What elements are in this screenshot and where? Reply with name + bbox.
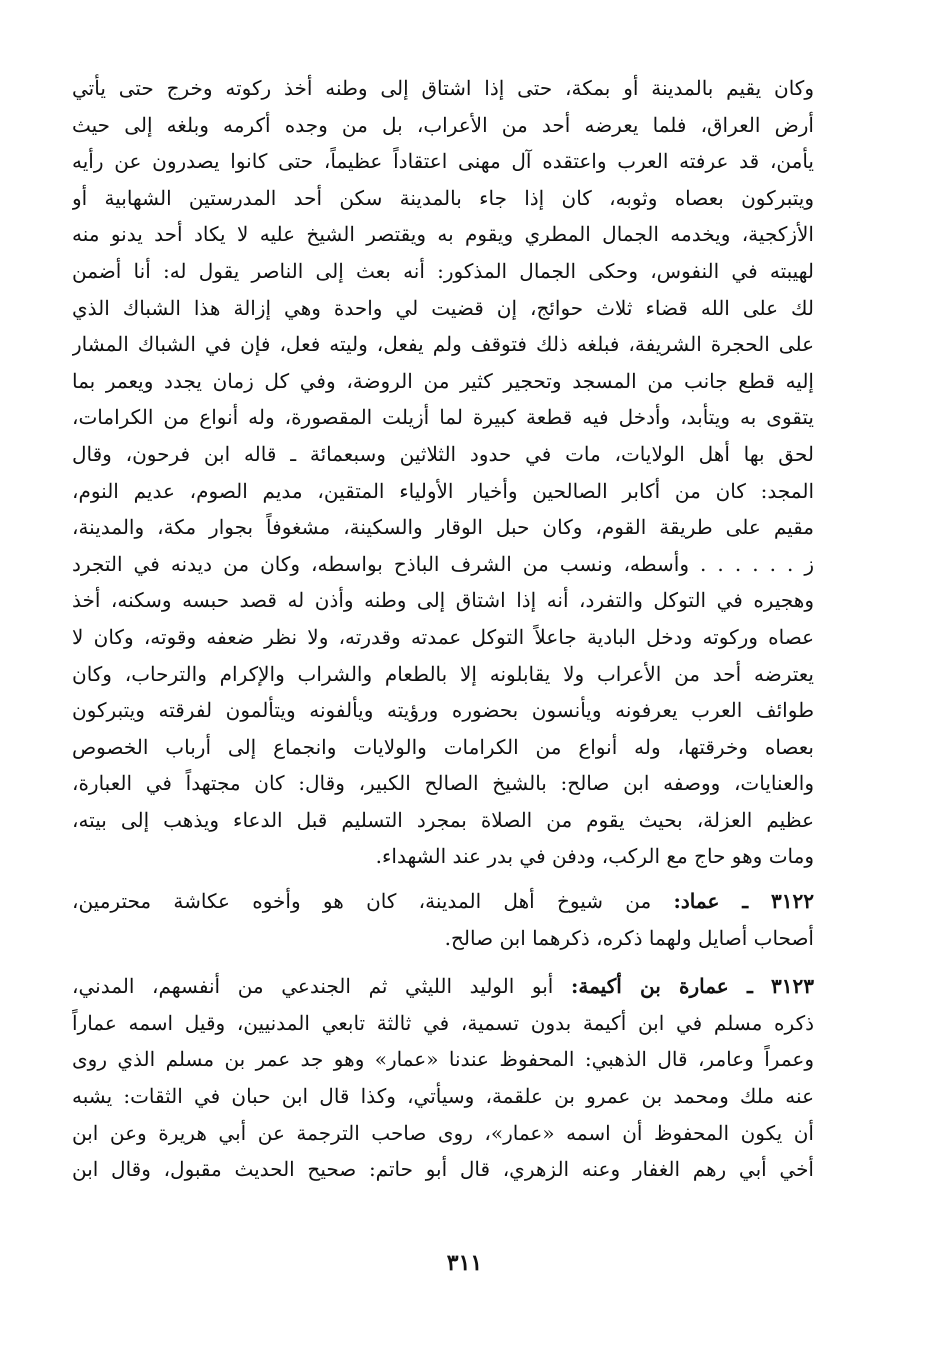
text-line: الأزكجية، ويخدمه الجمال المطري ويقوم به ويقتصر الشيخ عليه لا يكاد أحد يدنو منه [72, 222, 814, 247]
entry-text: أبو الوليد الليثي ثم الجندعي من أنفسهم، المدني، [72, 974, 571, 999]
text-line: المجد: كان من أكابر الصالحين وأخيار الأولياء المتقين، مديم الصوم، عديم النوم، [72, 478, 814, 503]
text-line: ويتبركون بعصاه وثوبه، كان إذا جاء بالمدينة سكن أحد المدرستين الشهابية أو [72, 185, 814, 210]
text-line: عظيم العزلة، بحيث يقوم من الصلاة بمجرد التسليم قبل الدعاء ويذهب إلى بيته، [72, 807, 814, 832]
text-line: أن يكون المحفوظ أن اسمه «عمار»، روى صاحب الترجمة عن أبي هريرة وعن ابن [72, 1120, 814, 1145]
text-line: بعصاه وخرقتها، وله أنواع من الكرامات والولايات وانجماع إلى أرباب الخصوص [72, 734, 814, 759]
text-line: ذكره مسلم في ابن أكيمة بدون تسمية، في ثالثة تابعي المدنيين، وقيل اسمه عماراً [72, 1010, 814, 1035]
text-line: يتقوى به ويتأبد، وأدخل فيه قطعة كبيرة لما أزيلت المقصورة، وله أنواع من الكرامات، [72, 405, 814, 430]
text-line: يأمن، قد عرفته العرب واعتقده آل مهنى اعتقاداً عظيماً، حتى كانوا يصدرون عن رأيه [72, 149, 814, 174]
text-line: لحق بها أهل الولايات، مات في حدود الثلاثين وسبعمائة ـ قاله ابن فرحون، وقال [72, 441, 814, 466]
entry-first-line [72, 883, 814, 920]
text-line: أرض العراق، فلما يعرضه أحد من الأعراب، بل من وجده أكرمه وبلغه إلى حيث [72, 112, 814, 137]
text-line: إليه قطع جانب من المسجد وتحجير كثير من الروضة، وفي كل زمان يجدد ويعمر بما [72, 368, 814, 393]
text-line: ز . . . . . . وأسطه، ونسب من الشرف الباذح بواسطه، وكان من ديدنه في التجرد [72, 551, 814, 576]
text-line: ومات وهو حاج مع الركب، ودفن في بدر عند الشهداء. [375, 844, 814, 869]
text-line: على الحجرة الشريفة، فبلغه ذلك فتوقف ولم يفعل، وليته فعل، فإن في الشباك المشار [72, 332, 814, 357]
entry-text: من شيوخ أهل المدينة، كان هو وأخوه عكاشة محترمين، [72, 889, 674, 914]
text-line: مقيم على طريقة القوم، وكان حبل الوقار والسكينة، مشغوفاً بجوار مكة، والمدينة، [72, 515, 814, 540]
text-line: لك على الله قضاء ثلاث حوائج، إن قضيت لي واحدة وهي إزالة هذا الشباك الذي [72, 295, 814, 320]
page-body [72, 70, 814, 1188]
page-number: ٣١١ [446, 1250, 483, 1276]
entry-3122 [72, 883, 814, 956]
entry-first-line [72, 968, 814, 1005]
text-line: أصحاب أصايل ولهما ذكره، ذكرهما ابن صالح. [444, 925, 814, 950]
text-line: طوائف العرب يعرفونه ويأنسون بحضوره ورؤيته ويألفونه ويتألمون لفرقته ويتبركون [72, 698, 814, 723]
text-line: وعمراً وعامر، قال الذهبي: المحفوظ عندنا «عمار» وهو جد عمر بن مسلم الذي روى [72, 1047, 814, 1072]
text-line: يعترضه أحد من الأعراب ولا يقابلونه إلا بالطعام والشراب والإكرام والترحاب، وكان [72, 661, 814, 686]
text-line: لهيبته في النفوس، وحكى الجمال المذكور: أنه بعث إلى الناصر يقول له: أنا أضمن [72, 258, 814, 283]
entry-heading: ٣١٢٣ ـ عمارة بن أكيمة: [570, 974, 814, 999]
text-line: عنه ملك ومحمد بن عمرو بن علقمة، وسيأتي، وكذا قال ابن حبان في الثقات: يشبه [72, 1084, 814, 1109]
text-line: وهجيره في التوكل والتفرد، أنه إذا اشتاق إلى وطنه وأذن له قصد حبسه وسكنه، أخذ [72, 588, 814, 613]
text-line: أخي أبي رهم الغفار وعنه الزهري، قال أبو حاتم: صحيح الحديث مقبول، وقال ابن [72, 1157, 814, 1182]
entry-heading: ٣١٢٢ ـ عماد: [673, 889, 814, 914]
text-line: عصاه وركوته ودخل البادية جاعلاً التوكل عمدته وقدرته، ولا نظر ضعفه وقوته، وكان لا [72, 624, 814, 649]
text-line: وكان يقيم بالمدينة أو بمكة، حتى إذا اشتاق إلى وطنه أخذ ركوته وخرج حتى يأتي [72, 76, 814, 100]
paragraph-continuation [72, 70, 814, 875]
entry-3123 [72, 968, 814, 1188]
text-line: والعنايات، ووصفه ابن صالح: بالشيخ الصالح الكبير، وقال: كان مجتهداً في العبارة، [72, 771, 814, 796]
